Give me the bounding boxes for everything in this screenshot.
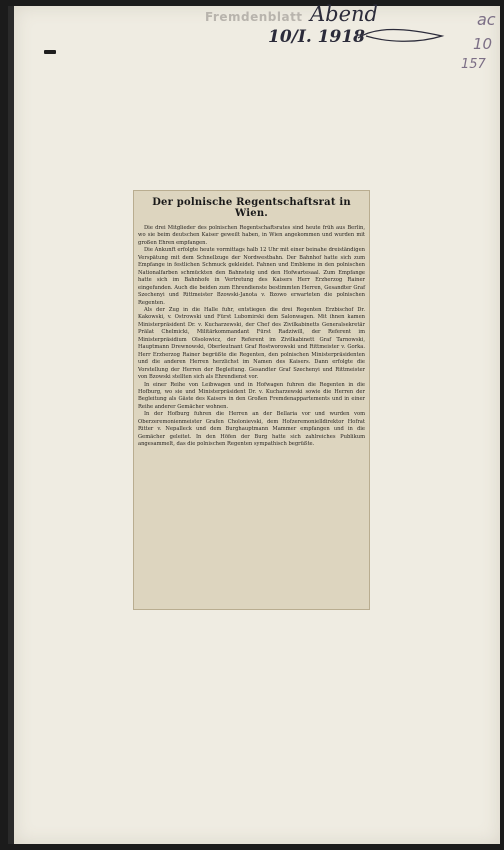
pencil-mark-folio: 157 — [461, 57, 486, 72]
punch-mark — [44, 50, 56, 54]
pencil-mark-top: ac — [477, 10, 496, 29]
article-headline: Der polnische Regentschaftsrat in Wien. — [152, 197, 351, 219]
article-paragraph: Die Ankunft erfolgte heute vormittags halb 12 Uhr mit einer beinahe dreiständigen Verspätung mit dem Schnellzuge der Nordwestbahn. Der Bahnhof hatte sich zum Empfange in festlichen Schmuck gekleidet. Fahnen und Embleme in den polnischen Nationalfarben schmückten den Bahnsteig und den Hofwartesaal. Zum Empfange hatte sich im Bahnhofe in Vertretung des Kaisers Herr Erzherzog Rainer eingefunden. Auch die beiden zum Ehrendienste bestimmten Herren, Gesandter Graf Szechenyi und Rittmeister Bzowski-Janota v. Bzowo erwarteten die polnischen Regenten. — [138, 247, 365, 306]
pen-flourish — [356, 24, 446, 46]
article-paragraph: Die drei Mitglieder des polnischen Regentschaftsrates sind heute früh aus Berlin, wo sie beim deutschen Kaiser geweilt haben, in Wien angekommen und wurden mit großen Ehren empfangen. — [138, 225, 365, 246]
handwritten-date: 10/I. 1918 — [268, 27, 365, 47]
newspaper-stamp: Fremdenblatt — [205, 10, 303, 24]
pencil-mark-number: 10 — [473, 35, 493, 53]
article-paragraph: In einer Reihe von Leibwagen und in Hofwagen fuhren die Regenten in die Hofburg, wo sie und Ministerpräsident Dr. v. Kucharzewski sowie die Herren der Begleitung als Gäste des Kaisers in den Großen Fremdenappartements und in einer Reihe anderer Gemächer wohnen. — [138, 381, 365, 410]
newspaper-clipping — [133, 190, 370, 610]
article-paragraph: In der Hofburg fuhren die Herren an der Bellaria vor und wurden vom Oberzeremonienmeister Grafen Cholonievski, dem Hofzeremonielldirektor Hofrat Ritter v. Nepalleck und dem Burghauptmann Mammer empfangen und in die Gemächer geleitet. In den Höfen der Burg hatte sich zahlreiches Publikum angesammelt, das die polnischen Regenten sympathisch begrüßte. — [138, 411, 365, 448]
handwritten-edition: Abend — [310, 2, 379, 26]
article-paragraph: Als der Zug in die Halle fuhr, entstiegen die drei Regenten Erzbischof Dr. Kakowski, v. Ostrowski und Fürst Lubomirski dem Salonwagen. Mit ihnen kamen Ministerpräsident Dr. v. Kucharzewski, der Chef des Zivilkabinetts Generalsekretär Prälat Chelmicki, Militärkommandant Fürst Radziwill, der Referent im Ministerpräsidium Olsolowicz, der Referent im Zivilkabinett Graf Tarnowski, Hauptmann Drewnowski, Oberleutnant Graf Rostworowski und Rittmeister v. Gorka. Herr Erzherzog Rainer begrüßte die Regenten, den polnischen Ministerpräsidenten und die anderen Herren herzlichst im Namen des Kaisers. Dann erfolgte die Vorstellung der Herren der Begleitung. Gesandter Graf Szechenyi und Rittmeister von Bzowski stellten sich als Ehrendienst vor. — [138, 306, 365, 381]
